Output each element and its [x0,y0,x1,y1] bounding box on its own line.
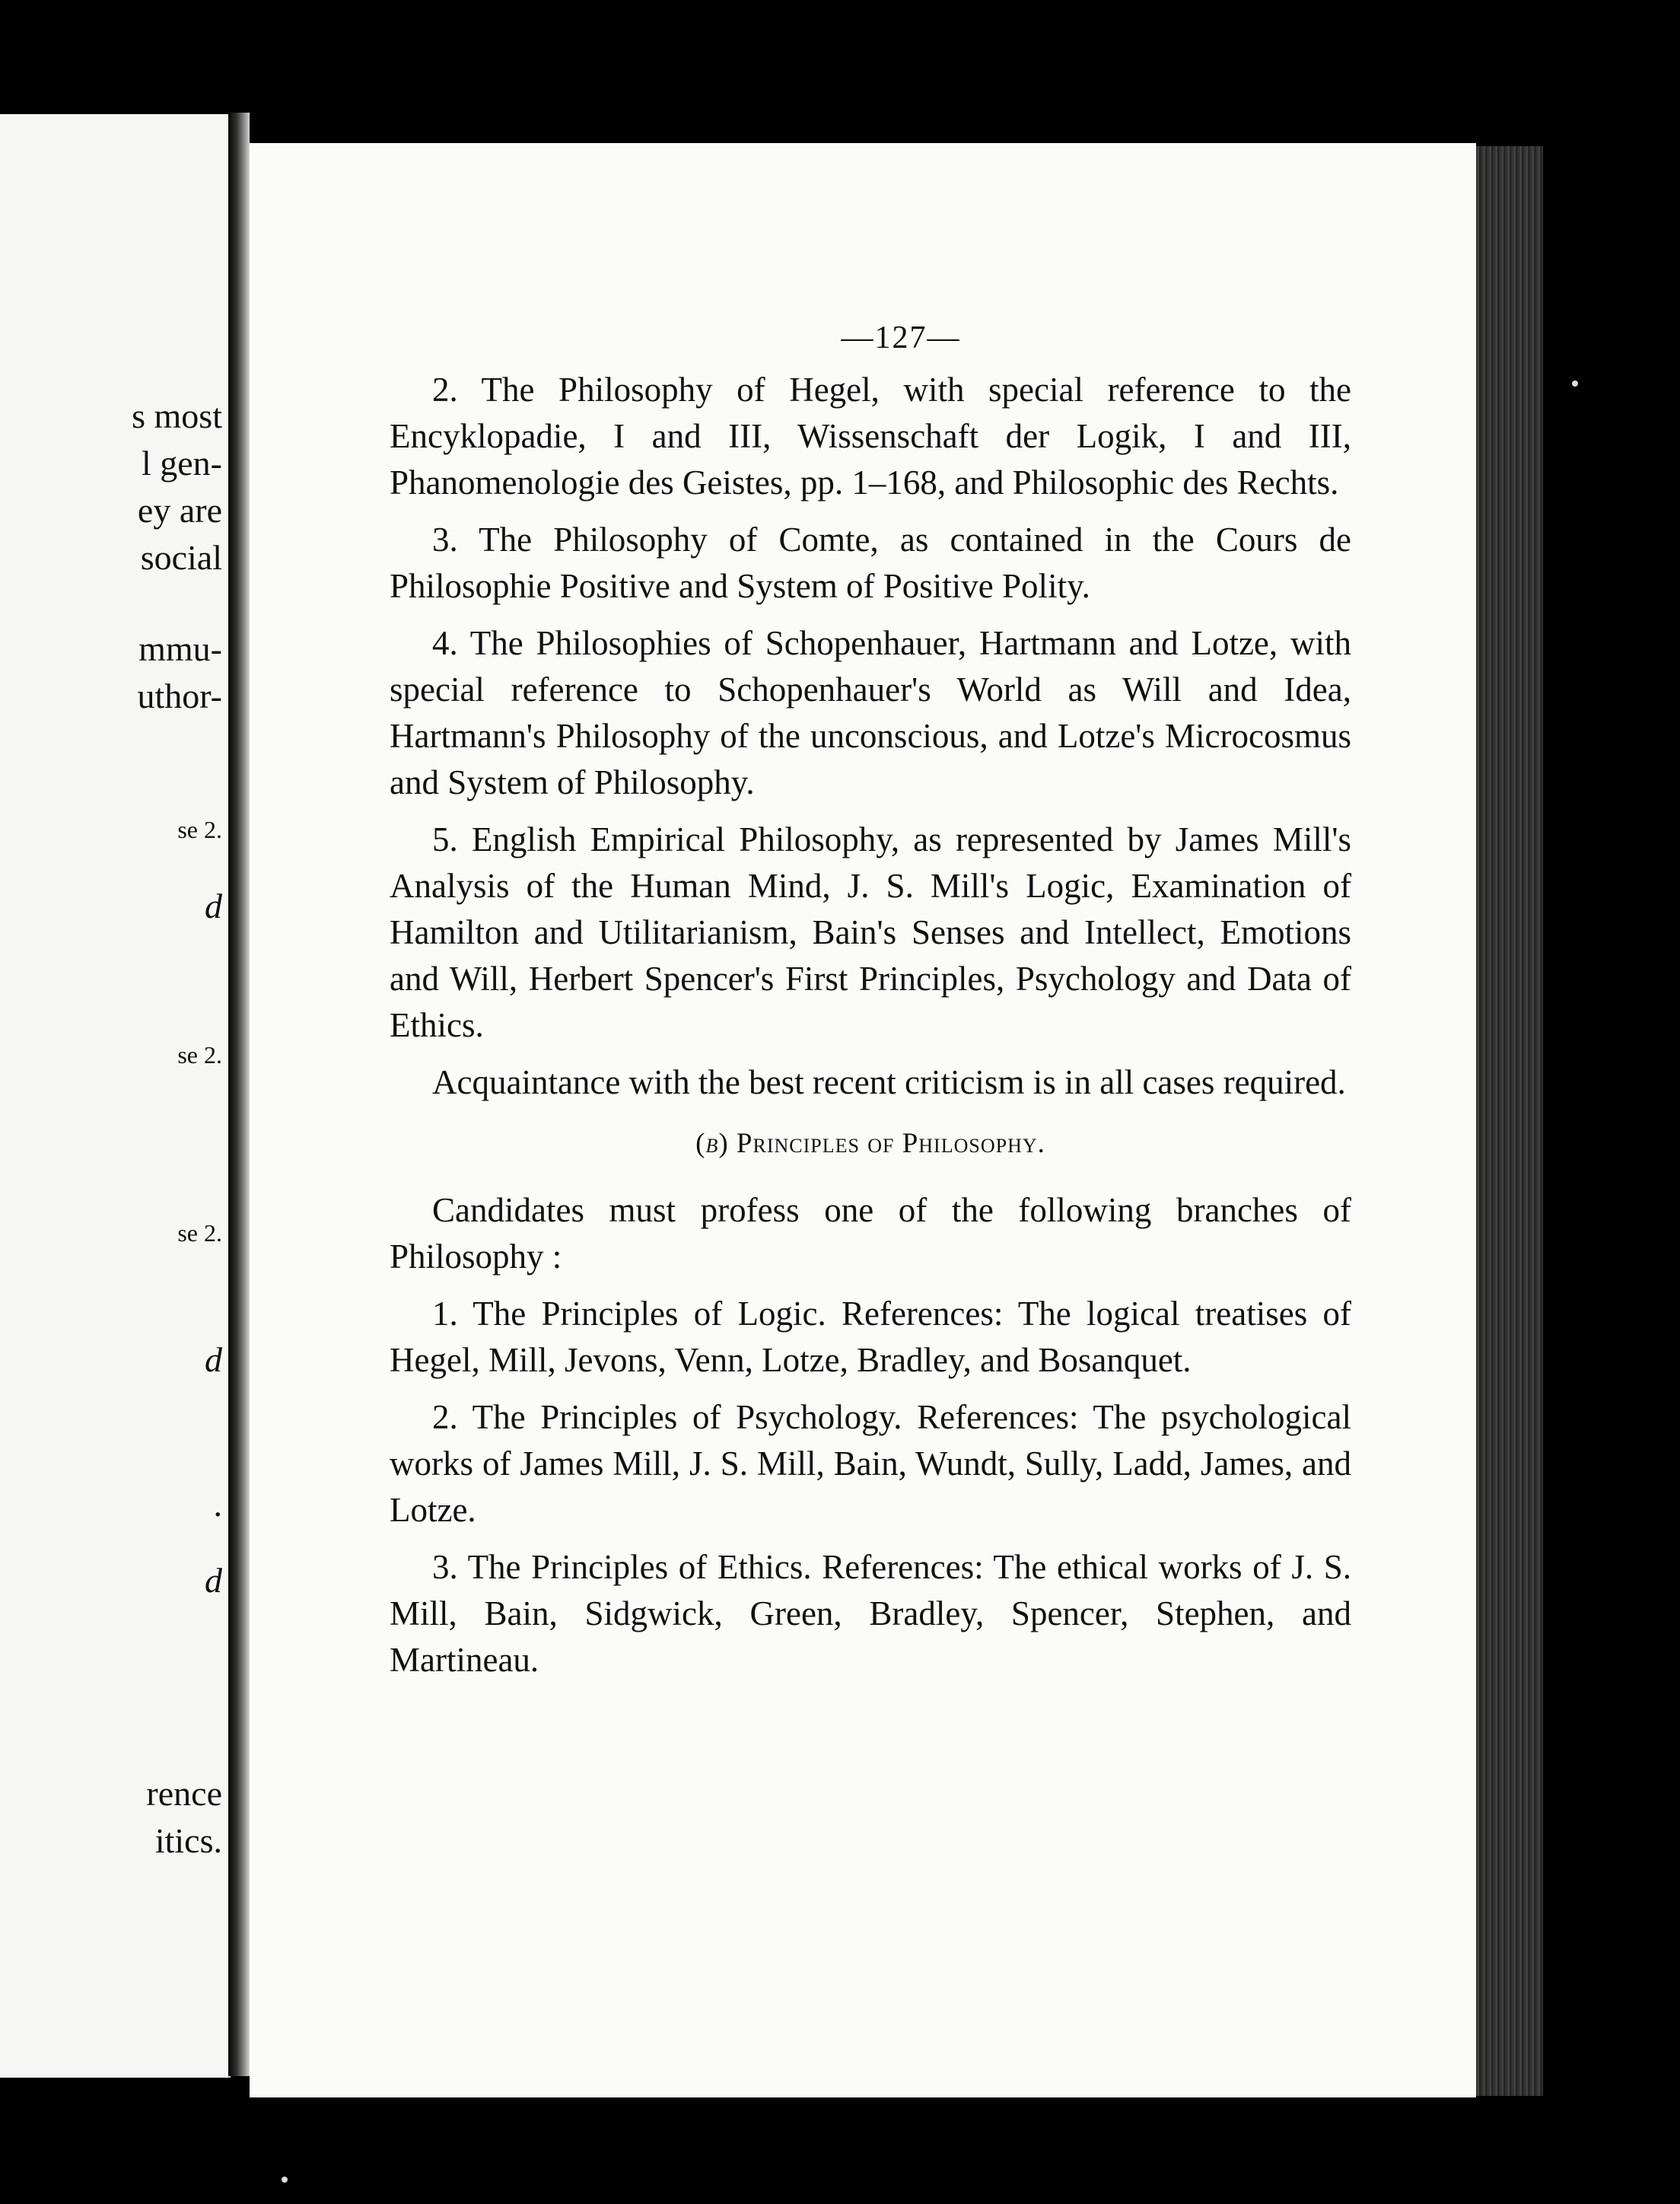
left-page-line: se 2. [177,1041,222,1069]
paragraph-psychology: 2. The Principles of Psychology. References: The psychological works of James Mill, J. S. Mill, Bain, Wundt, Sully, Ladd, James, and Lotze. [390,1398,1351,1529]
left-page-line: itics. [154,1821,222,1860]
dust-speck [282,2177,288,2183]
page-content [390,320,1351,1694]
left-page-line: d [205,1561,222,1600]
paragraph-acquaintance: Acquaintance with the best recent criticism is in all cases required. [432,1063,1346,1101]
section-label-letter: b [705,1128,719,1159]
paragraph-hegel: 2. The Philosophy of Hegel, with special reference to the Encyklopadie, I and III, Wissenschaft der Logik, I and III, Phanomenologie des Geistes, pp. 1–168, and Philosophic des Rechts. [390,371,1351,502]
page-edges [1476,146,1543,2096]
left-page-line: l gen- [141,444,222,483]
paragraph-ethics: 3. The Principles of Ethics. References: The ethical works of J. S. Mill, Bain, Sidgwick, Green, Bradley, Spencer, Stephen, and Martineau. [390,1548,1351,1679]
paragraph-logic: 1. The Principles of Logic. References: The logical treatises of Hegel, Mill, Jevons, Venn, Lotze, Bradley, and Bosanquet. [390,1295,1351,1379]
previous-page [0,114,231,2078]
section-label-close: ) [718,1128,729,1159]
left-page-line: uthor- [137,677,222,715]
left-page-line: ey are [137,491,222,530]
left-page-line: se 2. [177,816,222,843]
left-page-line: . [213,1485,222,1524]
paragraph-english-empirical: 5. English Empirical Philosophy, as represented by James Mill's Analysis of the Human Mind, J. S. Mill's Logic, Examination of Hamilton and Utilitarianism, Bain's Senses and Intellect, Emotions and Will, Herbert Spencer's First Principles, Psychology and Data of Ethics. [390,820,1351,1044]
left-page-line: d [205,1340,222,1379]
left-page-line: se 2. [177,1219,222,1247]
paragraph-comte: 3. The Philosophy of Comte, as contained in the Cours de Philosophie Positive and System of Positive Polity. [390,521,1351,605]
left-page-line: social [140,538,222,577]
left-page-line: rence [146,1774,222,1813]
page-number: —127— [841,320,961,355]
book-gutter [228,113,250,2076]
paragraph-candidates: Candidates must profess one of the following branches of Philosophy : [390,1191,1351,1276]
left-page-line: mmu- [138,629,222,668]
section-label-open: ( [695,1128,706,1159]
section-title: Principles of Philosophy. [736,1128,1045,1159]
left-page-line: s most [132,397,222,435]
dust-speck [1572,381,1578,387]
paragraph-schopenhauer: 4. The Philosophies of Schopenhauer, Hartmann and Lotze, with special reference to Schopenhauer's World as Will and Idea, Hartmann's Philosophy of the unconscious, and Lotze's Microcosmus and System of Philosophy. [390,624,1351,801]
left-page-line: d [205,887,222,925]
section-heading [390,1127,1351,1160]
